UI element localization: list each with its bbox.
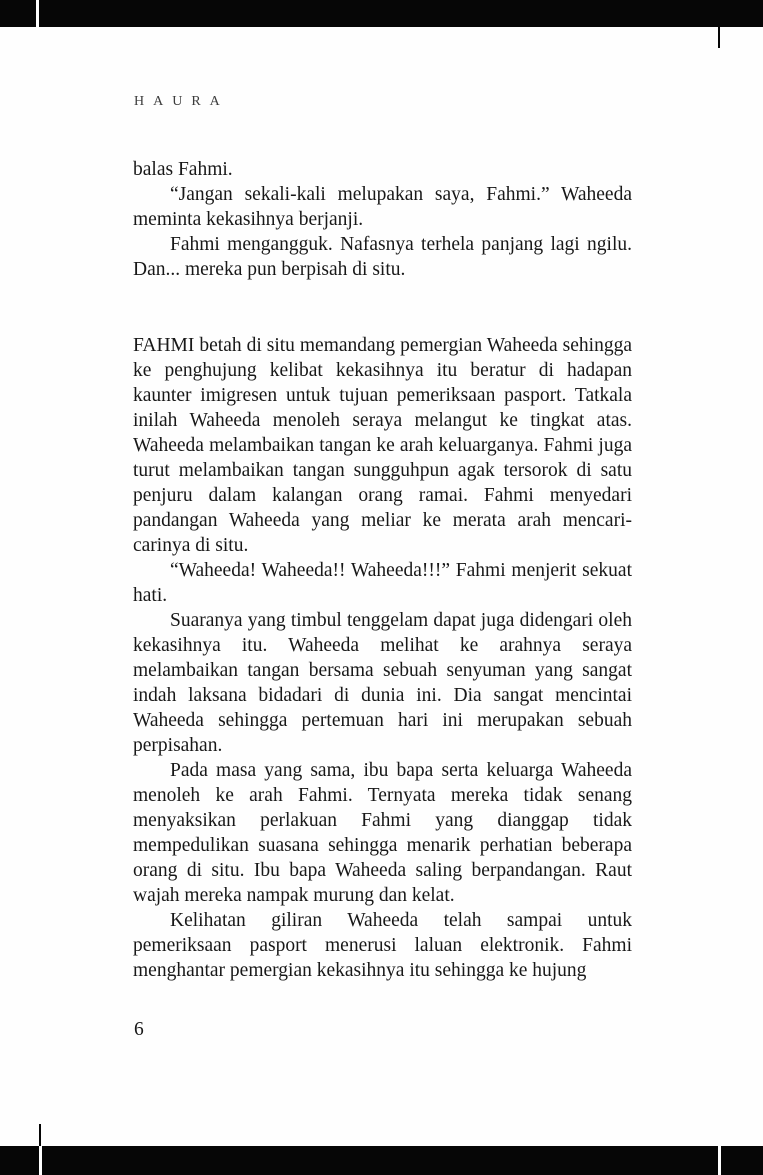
paragraph: Fahmi mengangguk. Nafasnya terhela panjang lagi ngilu. Dan... mereka pun berpisah di situ.	[133, 234, 632, 280]
paragraph: “Jangan sekali-kali melupakan saya, Fahmi.” Waheeda meminta kekasihnya berjanji.	[133, 184, 632, 230]
paragraph: Pada masa yang sama, ibu bapa serta keluarga Waheeda menoleh ke arah Fahmi. Ternyata mereka tidak senang menyaksikan perlakuan Fahmi yang dianggap tidak mempedulikan suasana sehingga menarik perhatian beberapa orang di situ. Ibu bapa Waheeda saling berpandangan. Raut wajah mereka nampak murung dan kelat.	[133, 760, 632, 906]
scan-border-top	[0, 0, 763, 27]
paragraph: “Waheeda! Waheeda!! Waheeda!!!” Fahmi menjerit sekuat hati.	[133, 560, 632, 606]
paragraph: balas Fahmi.	[133, 159, 233, 180]
scan-border-bottom	[0, 1146, 763, 1175]
crop-mark-bottom-right	[718, 1146, 721, 1175]
running-header: HAURA	[134, 94, 229, 109]
crop-mark-top-right	[718, 27, 720, 48]
crop-mark-bottom-left	[39, 1124, 41, 1146]
crop-mark-top-left	[36, 0, 39, 27]
body-text	[133, 157, 632, 983]
crop-mark-bottom-left-slit	[39, 1146, 42, 1175]
paragraph: Kelihatan giliran Waheeda telah sampai untuk pemeriksaan pasport menerusi laluan elektronik. Fahmi menghantar pemergian kekasihnya itu sehingga ke hujung	[133, 910, 632, 981]
page-number: 6	[134, 1019, 144, 1040]
paragraph: Suaranya yang timbul tenggelam dapat juga didengari oleh kekasihnya itu. Waheeda melihat ke arahnya seraya melambaikan tangan bersama sebuah senyuman yang sangat indah laksana bidadari di dunia ini. Dia sangat mencintai Waheeda sehingga pertemuan hari ini merupakan sebuah perpisahan.	[133, 610, 632, 756]
paragraph: FAHMI betah di situ memandang pemergian Waheeda sehingga ke penghujung kelibat kekasihnya itu beratur di hadapan kaunter imigresen untuk tujuan pemeriksaan pasport. Tatkala inilah Waheeda menoleh seraya melangut ke tingkat atas. Waheeda melambaikan tangan ke arah keluarganya. Fahmi juga turut melambaikan tangan sungguhpun agak tersorok di satu penjuru dalam kalangan orang ramai. Fahmi menyedari pandangan Waheeda yang meliar ke merata arah mencari-carinya di situ.	[133, 335, 632, 556]
